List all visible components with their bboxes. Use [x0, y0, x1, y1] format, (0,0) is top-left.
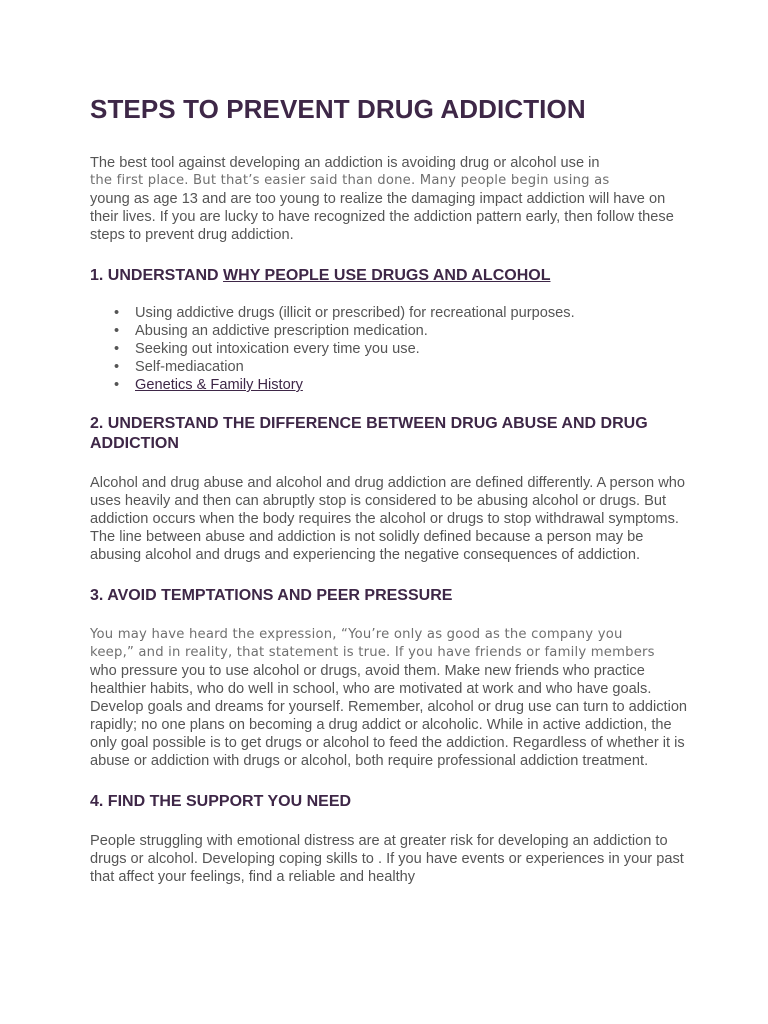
list-item: • Abusing an addictive prescription medication.: [135, 322, 690, 340]
section-4-heading: 4. FIND THE SUPPORT YOU NEED: [90, 793, 352, 810]
section-2-heading: 2. UNDERSTAND THE DIFFERENCE BETWEEN DRUG ABUSE AND DRUG ADDICTION: [90, 415, 648, 452]
list-item-link-item: [135, 376, 690, 394]
page-title: STEPS TO PREVENT DRUG ADDICTION: [90, 94, 586, 124]
section-4-body: People struggling with emotional distress are at greater risk for developing an addiction to drugs or alcohol. Developing coping skills to . If you have events or experiences in your past that affect your feelings, find a reliable and healthy: [90, 833, 684, 885]
intro-paragraph: [90, 154, 690, 244]
intro-line-1: The best tool against developing an addiction is avoiding drug or alcohol use in: [90, 155, 600, 171]
section-1-heading-prefix: 1. UNDERSTAND: [90, 267, 224, 284]
section-3-heading: 3. AVOID TEMPTATIONS AND PEER PRESSURE: [90, 587, 453, 604]
document-page: [90, 92, 690, 886]
intro-rest: young as age 13 and are too young to realize the damaging impact addiction will have on their lives. If you are lucky to have recognized the addiction pattern early, then follow these steps to prevent drug addiction.: [90, 191, 674, 243]
genetics-family-history-link[interactable]: Genetics & Family History: [135, 377, 303, 393]
list-item: • Using addictive drugs (illicit or prescribed) for recreational purposes.: [135, 304, 690, 322]
section-3-quote-line-1: You may have heard the expression, “You’re only as good as the company you: [90, 627, 623, 642]
intro-line-2: the first place. But that’s easier said than done. Many people begin using as: [90, 173, 610, 188]
section-2-body: Alcohol and drug abuse and alcohol and drug addiction are defined differently. A person who uses heavily and then can abruptly stop is considered to be abusing alcohol or drugs. But addiction occurs when the body requires the alcohol or drugs to stop withdrawal symptoms. The line between abuse and addiction is not solidly defined because a person may be abusing alcohol and drugs and experiencing the negative consequences of addiction.: [90, 475, 685, 563]
list-item: • Self-mediacation: [135, 358, 690, 376]
section-1-heading: [90, 266, 690, 286]
list-item: • Seeking out intoxication every time you use.: [135, 340, 690, 358]
section-1-heading-link[interactable]: WHY PEOPLE USE DRUGS AND ALCOHOL: [223, 267, 551, 284]
section-3-quote-line-2: keep,” and in reality, that statement is true. If you have friends or family members: [90, 645, 655, 660]
section-3-body-rest: who pressure you to use alcohol or drugs, avoid them. Make new friends who practice healthier habits, who do well in school, who are motivated at work and who have goals.: [90, 663, 652, 697]
section-1-list: [90, 304, 690, 394]
section-3-body: [90, 626, 690, 770]
section-3-body-2: Develop goals and dreams for yourself. Remember, alcohol or drug use can turn to addiction rapidly; no one plans on becoming a drug addict or alcoholic. While in active addiction, the only goal possible is to get drugs or alcohol to feed the addiction. Regardless of whether it is abuse or addiction with drugs or alcohol, both require professional addiction treatment.: [90, 699, 688, 769]
